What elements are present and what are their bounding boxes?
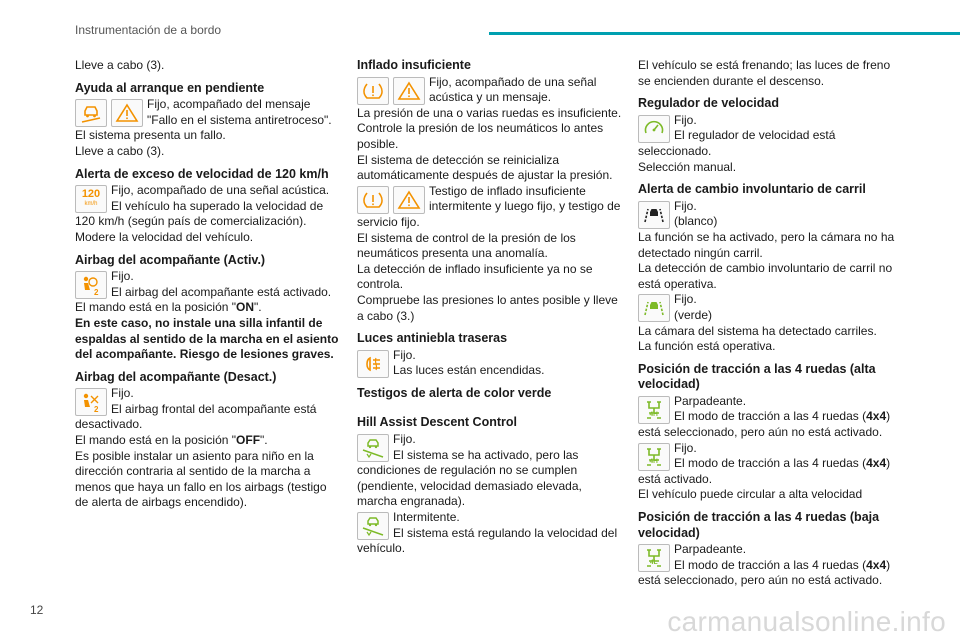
warning-entry: Fijo, acompañado del mensaje "Fallo en el sistema antiretroceso". bbox=[75, 97, 340, 128]
indicator-entry: Fijo. El regulador de velocidad está seleccionado. bbox=[638, 112, 836, 158]
section-title: Inflado insuficiente bbox=[357, 58, 471, 72]
column-2: Inflado insuficiente Fijo, acompañado de una señal acústica y un mensaje. La presión de una o varias ruedas es insuficiente. Controle la presión de los neumáticos lo antes posible. El sistema de detección se reinicializa automáticamente después de ajustar la presión. Testigo de inflado insuficiente intermitente y luego fijo, y testigo de servicio fijo. El sistema de control de la presión de los neumáticos presenta una anomalía. La detección de inflado insuficiente ya no se controla. Compruebe las presiones lo antes posible y lleve a cabo (3.) Luces antiniebla traseras Fijo. Las luces están encendidas. Testigos de alerta de color verde Hill Assist Descent Control Fijo. El sistema se ha activado, pero las condiciones de regulación no se cumplen (pendiente, velocidad demasiado elevada, marcha engranada). Intermitente. El sistema está regulando la velocidad del vehículo. bbox=[357, 58, 622, 556]
intro-text: Lleve a cabo (3). bbox=[75, 58, 165, 72]
section-title: Testigos de alerta de color verde bbox=[357, 385, 552, 400]
passenger-airbag-off-icon bbox=[75, 388, 107, 416]
section-title: Alerta de exceso de velocidad de 120 km/h bbox=[75, 166, 329, 181]
intro-text: El vehículo se está frenando; las luces de freno se encienden durante el descenso. bbox=[638, 58, 891, 88]
section-title: Hill Assist Descent Control bbox=[357, 415, 517, 430]
indicator-entry: 4H Parpadeante. El modo de tracción a las 4 ruedas (4x4) está seleccionado, pero aún no está activado. bbox=[638, 393, 891, 440]
section-title: Alerta de cambio involuntario de carril bbox=[638, 182, 866, 197]
indicator-entry: Intermitente. El sistema está regulando la velocidad del vehículo. bbox=[357, 510, 618, 556]
warning-entry: Fijo, acompañado de una señal acústica y un mensaje. bbox=[357, 75, 622, 106]
warning-entry: Fijo. Las luces están encendidas. bbox=[357, 348, 622, 379]
warning-entry: 2 Fijo. El airbag del acompañante está activado. bbox=[75, 269, 340, 300]
warning-triangle-icon bbox=[393, 186, 425, 214]
column-1: Lleve a cabo (3). Ayuda al arranque en pendiente Fijo, acompañado del mensaje "Fallo en el sistema antiretroceso". El sistema presenta un fallo. Lleve a cabo (3). Alerta de exceso de velocidad de 120 km/h 120 km/h Fijo, acompañado de una señal acústica. El vehículo ha superado la velocidad de 120 km/h (según país de comercialización). Modere la velocidad del vehículo. Airbag del acompañante (Activ.) 2 Fijo. El airbag del acompañante está activado. El mando está en la posición "ON". En este caso, no instale una silla infantil de espaldas al sentido de la marcha en el asiento del acompañante. Riesgo de lesiones graves. Airbag del acompañante (Desact.) 2 Fijo. El airbag frontal del acompañante está desactivado. El mando está en la posición "OFF". Es posible instalar un asiento para niño en la dirección contraria al sentido de la marcha a menos que haya un fallo en los airbags (testigo de alerta de airbags encendido). bbox=[75, 58, 339, 510]
warning-entry: Testigo de inflado insuficiente intermitente y luego fijo, y testigo de servicio fijo. bbox=[357, 183, 621, 229]
indicator-entry: Fijo. El sistema se ha activado, pero las condiciones de regulación no se cumplen (pendiente, velocidad demasiado elevada, marcha engranada). bbox=[357, 432, 582, 509]
section-title: Airbag del acompañante (Activ.) bbox=[75, 252, 266, 267]
section-title: Ayuda al arranque en pendiente bbox=[75, 80, 265, 95]
tyre-pressure-icon bbox=[357, 186, 389, 214]
hill-start-assist-icon bbox=[75, 99, 107, 127]
indicator-entry: Fijo. (verde) bbox=[638, 292, 900, 323]
lane-departure-green-icon bbox=[638, 294, 670, 322]
svg-text:4L: 4L bbox=[650, 559, 658, 567]
header-title: Instrumentación de a bordo bbox=[75, 23, 222, 37]
section-title: Posición de tracción a las 4 ruedas (alta velocidad) bbox=[638, 361, 876, 392]
tyre-pressure-icon bbox=[357, 77, 389, 105]
section-title: Posición de tracción a las 4 ruedas (baja velocidad) bbox=[638, 510, 880, 540]
indicator-entry: 4H Fijo. El modo de tracción a las 4 ruedas (4x4) está activado. bbox=[638, 440, 891, 486]
warning-triangle-icon bbox=[111, 99, 143, 127]
watermark: carmanualsonline.info bbox=[667, 606, 946, 637]
indicator-entry: 4L Parpadeante. El modo de tracción a las 4 ruedas (4x4) está seleccionado, pero aún no está activado. bbox=[638, 542, 891, 588]
lane-departure-white-icon bbox=[638, 201, 670, 229]
4h-drive-icon bbox=[638, 443, 670, 471]
indicator-entry: Fijo. (blanco) bbox=[638, 199, 900, 230]
4h-drive-icon bbox=[638, 396, 670, 424]
hill-descent-control-icon bbox=[357, 434, 389, 462]
passenger-airbag-on-icon bbox=[75, 271, 107, 299]
svg-text:4H: 4H bbox=[649, 457, 658, 465]
warning-entry: 2 Fijo. El airbag frontal del acompañante está desactivado. bbox=[75, 386, 317, 432]
section-title: Luces antiniebla traseras bbox=[357, 331, 508, 346]
svg-text:2: 2 bbox=[94, 405, 99, 414]
section-title: Regulador de velocidad bbox=[638, 96, 780, 111]
section-title: Airbag del acompañante (Desact.) bbox=[75, 369, 277, 384]
svg-text:4H: 4H bbox=[649, 410, 658, 418]
rear-fog-light-icon bbox=[357, 350, 389, 378]
speed-limit-120-icon: 120 km/h bbox=[75, 185, 107, 213]
page-number: 12 bbox=[30, 603, 44, 617]
warning-triangle-icon bbox=[393, 77, 425, 105]
hill-descent-control-icon bbox=[357, 512, 389, 540]
warning-entry: 120 km/h Fijo, acompañado de una señal acústica. El vehículo ha superado la velocidad de 120 km/h (según país de comercialización). bbox=[75, 183, 330, 229]
4l-drive-icon bbox=[638, 544, 670, 572]
speed-regulator-icon bbox=[638, 115, 670, 143]
header-accent-bar bbox=[489, 32, 960, 35]
column-3: El vehículo se está frenando; las luces de freno se encienden durante el descenso. Regulador de velocidad Fijo. El regulador de velocidad está seleccionado. Selección manual. Alerta de cambio involuntario de carril Fijo. (blanco) La función se ha activado, pero la cámara no ha detectado ningún carril. La detección de cambio involuntario de carril no está operativa. Fijo. (verde) La cámara del sistema ha detectado carriles. La función está operativa. Posición de tracción a las 4 ruedas (alta velocidad) 4H Parpadeante. El modo de tracción a las 4 ruedas (4x4) está seleccionado, pero aún no está activado. 4H Fijo. El modo de tracción a las 4 ruedas (4x4) está activado. El vehículo puede circular a alta velocidad Posición de tracción a las 4 ruedas (baja velocidad) 4L Parpadeante. El modo de tracción a las 4 ruedas (4x4) está seleccionado, pero aún no está activado. bbox=[638, 58, 900, 589]
svg-text:2: 2 bbox=[94, 288, 99, 297]
